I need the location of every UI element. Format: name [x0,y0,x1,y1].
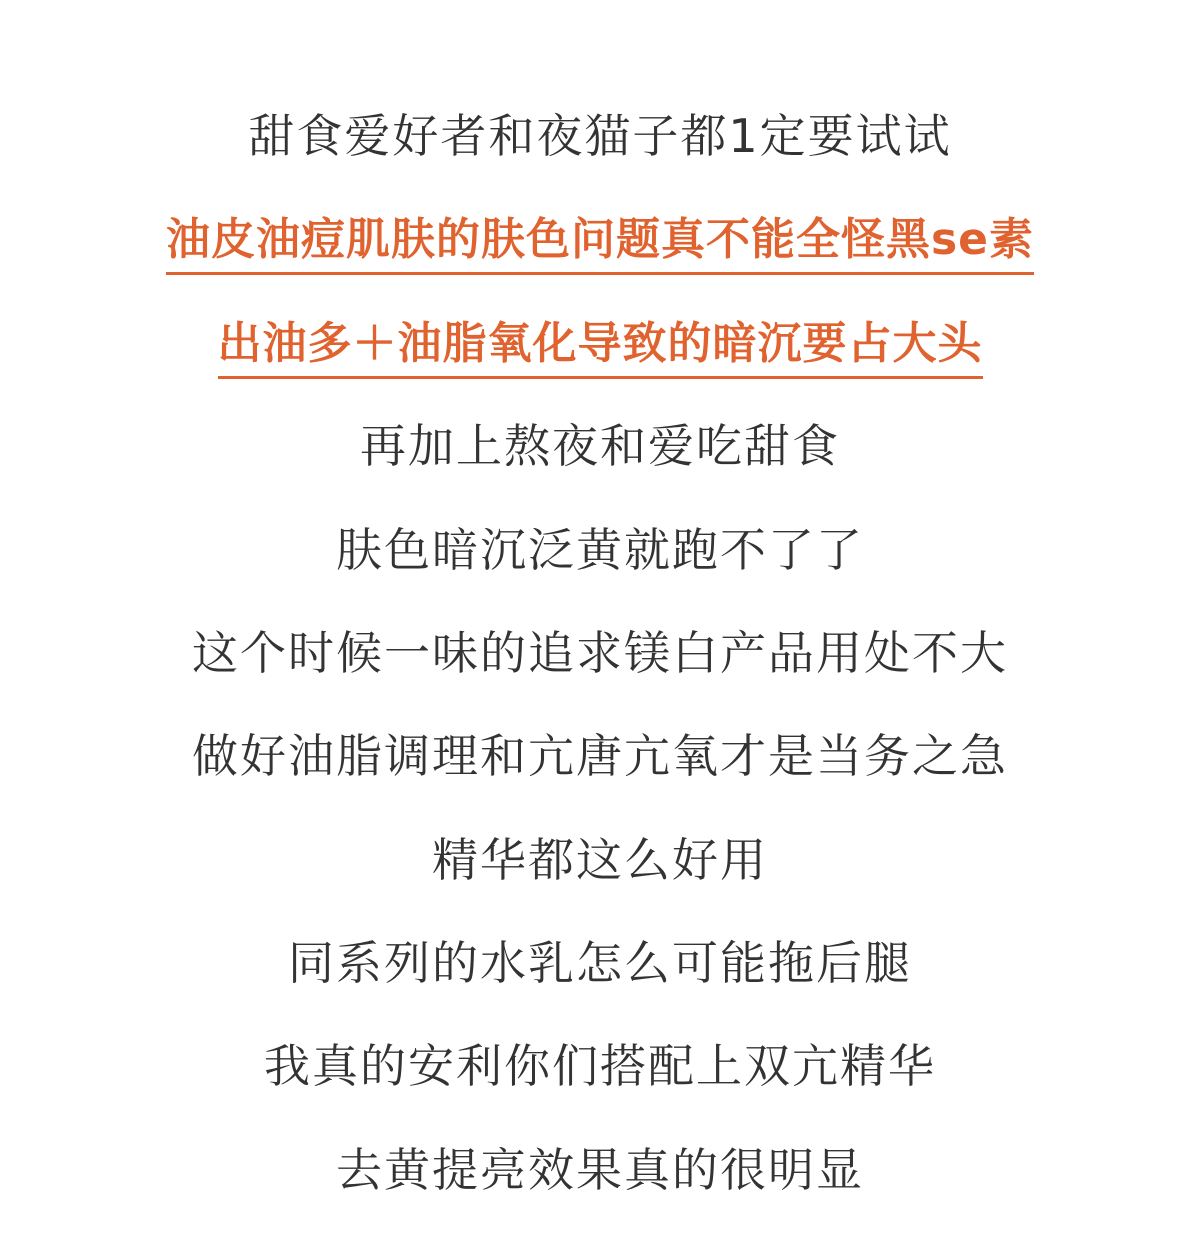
text-line-9 [0,936,1200,990]
text-line-8 [0,833,1200,887]
line-text: 再加上熬夜和爱吃甜食 [360,419,840,473]
text-line-11 [0,1143,1200,1197]
text-line-1 [0,109,1200,163]
text-line-6 [0,626,1200,680]
line-text: 这个时候一味的追求镁白产品用处不大 [192,626,1008,680]
line-text: 精华都这么好用 [432,833,768,887]
highlight-line-2 [0,318,1200,379]
text-line-4 [0,419,1200,473]
line-text: 去黄提亮效果真的很明显 [336,1143,864,1197]
highlight-line-1 [0,214,1200,275]
line-text: 我真的安利你们搭配上双亢精华 [264,1039,936,1093]
text-line-7 [0,729,1200,783]
underlined-text: 出油多＋油脂氧化导致的暗沉要占大头 [218,322,983,379]
line-text: 肤色暗沉泛黄就跑不了了 [336,523,864,577]
underlined-text: 油皮油痘肌肤的肤色问题真不能全怪黑se素 [166,218,1034,275]
line-text: 做好油脂调理和亢唐亢氧才是当务之急 [192,729,1008,783]
text-line-10 [0,1039,1200,1093]
text-line-5 [0,523,1200,577]
line-text: 同系列的水乳怎么可能拖后腿 [288,936,912,990]
line-text: 甜食爱好者和夜猫子都1定要试试 [248,109,952,163]
